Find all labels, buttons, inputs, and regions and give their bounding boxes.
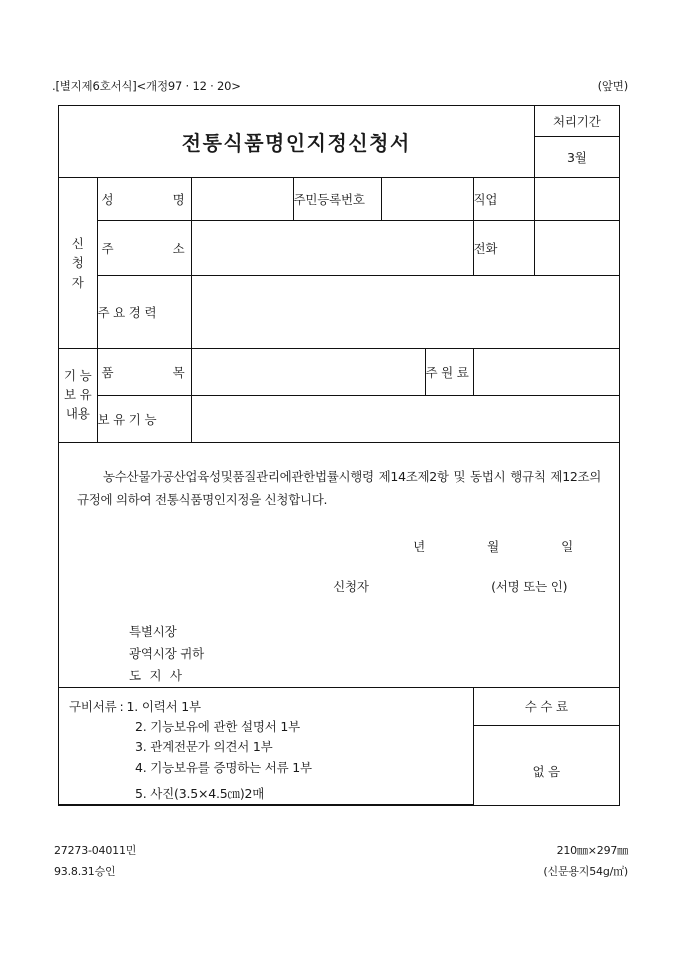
possessed-skill-label: 보 유 기 능 [97, 396, 191, 443]
addressee-block [77, 621, 601, 687]
applicant-name-row [59, 178, 619, 221]
processing-period-value: 3월 [534, 137, 619, 178]
form-table [59, 106, 619, 805]
documents-item-4: 4. 기능보유를 증명하는 서류 1부 [135, 759, 312, 775]
page-side-mark: (앞면) [597, 79, 628, 93]
material-value-field[interactable] [473, 349, 619, 396]
form-code: .[별지제6호서식]<개정97 · 12 · 20> [52, 79, 241, 93]
applicant-label-char-1: 신 [71, 235, 84, 251]
processing-period-label: 처리기간 [534, 106, 619, 137]
item-value-field[interactable] [191, 349, 425, 396]
required-documents-cell [59, 687, 473, 804]
page-footer [54, 840, 628, 883]
applicant-label-char-2: 청 [71, 255, 84, 271]
approval-date: 93.8.31승인 [54, 865, 116, 879]
paper-size: 210㎜×297㎜ [556, 844, 628, 857]
career-value-field[interactable] [191, 276, 619, 349]
applicant-signature-label: 신청자 [333, 579, 369, 595]
month-label: 월 [487, 539, 499, 555]
document-number: 27273-04011민 [54, 844, 137, 857]
documents-colon: : [119, 698, 124, 714]
name-label-part-2: 명 [172, 192, 185, 207]
phone-label: 전화 [473, 221, 534, 276]
page-title: 전통식품명인지정신청서 [181, 131, 411, 155]
material-label: 주 원 료 [425, 349, 473, 396]
documents-item-5: 5. 사진(3.5×4.5㎝)2매 [135, 785, 265, 801]
career-label: 주 요 경 력 [97, 276, 191, 349]
skill-label-line-1: 기 능 [63, 368, 92, 384]
applicant-address-row [59, 221, 619, 276]
statement-row [59, 443, 619, 688]
address-value-field[interactable] [191, 221, 473, 276]
documents-item-3: 3. 관계전문가 의견서 1부 [135, 739, 273, 755]
documents-header [69, 697, 473, 717]
paper-spec: (신문용지54g/㎡) [543, 865, 628, 879]
addressee-line-2: 광역시장 귀하 [129, 646, 205, 662]
fee-value [473, 726, 619, 805]
phone-value-field[interactable] [534, 221, 619, 276]
address-label-part-1: 주 [101, 241, 114, 256]
date-line [77, 537, 601, 555]
name-value-field[interactable] [191, 178, 293, 221]
footer-row-1 [54, 840, 628, 861]
addressee-line-1: 특별시장 [129, 624, 177, 640]
address-label-cell [97, 221, 191, 276]
documents-item-2: 2. 기능보유에 관한 설명서 1부 [135, 719, 300, 735]
footer-row-2 [54, 861, 628, 882]
item-label-part-1: 품 [101, 365, 114, 380]
skill-section-label [59, 349, 97, 443]
form-frame [58, 105, 620, 806]
item-label-cell [97, 349, 191, 396]
occupation-label: 직업 [473, 178, 534, 221]
item-label-part-2: 목 [172, 365, 185, 380]
skill-detail-row [59, 396, 619, 443]
addressee-line-3: 도 지 사 [129, 668, 185, 683]
applicant-section-label [59, 178, 97, 349]
document-title-cell [59, 106, 534, 178]
documents-list [69, 717, 473, 804]
address-label-part-2: 소 [172, 241, 185, 256]
applicant-label-char-3: 자 [71, 274, 84, 290]
form-meta-row [52, 78, 628, 94]
occupation-value-field[interactable] [534, 178, 619, 221]
applicant-career-row [59, 276, 619, 349]
rrn-label: 주민등록번호 [293, 178, 381, 221]
name-label-part-1: 성 [101, 192, 114, 207]
statement-text: 농수산물가공산업육성및품질관리에관한법률시행령 제14조제2항 및 동법시 행규칙 제12조의 규정에 의하여 전통식품명인지정을 신청합니다. [77, 469, 602, 508]
skill-label-line-2: 보 유 [63, 387, 92, 403]
rrn-value-field[interactable] [381, 178, 473, 221]
documents-label: 구비서류 [69, 698, 117, 714]
skill-item-row [59, 349, 619, 396]
title-row [59, 106, 619, 137]
possessed-skill-value-field[interactable] [191, 396, 619, 443]
year-label: 년 [413, 539, 425, 555]
signature-seal-note: (서명 또는 인) [491, 579, 568, 595]
fee-value-text: 없 음 [532, 764, 561, 780]
fee-label: 수 수 료 [473, 687, 619, 725]
name-label-cell [97, 178, 191, 221]
skill-label-line-3: 내용 [65, 405, 90, 421]
documents-row [59, 687, 619, 725]
documents-item-1: 1. 이력서 1부 [126, 698, 201, 714]
statement-cell [59, 443, 619, 688]
signature-line [77, 577, 601, 595]
day-label: 일 [561, 539, 573, 555]
